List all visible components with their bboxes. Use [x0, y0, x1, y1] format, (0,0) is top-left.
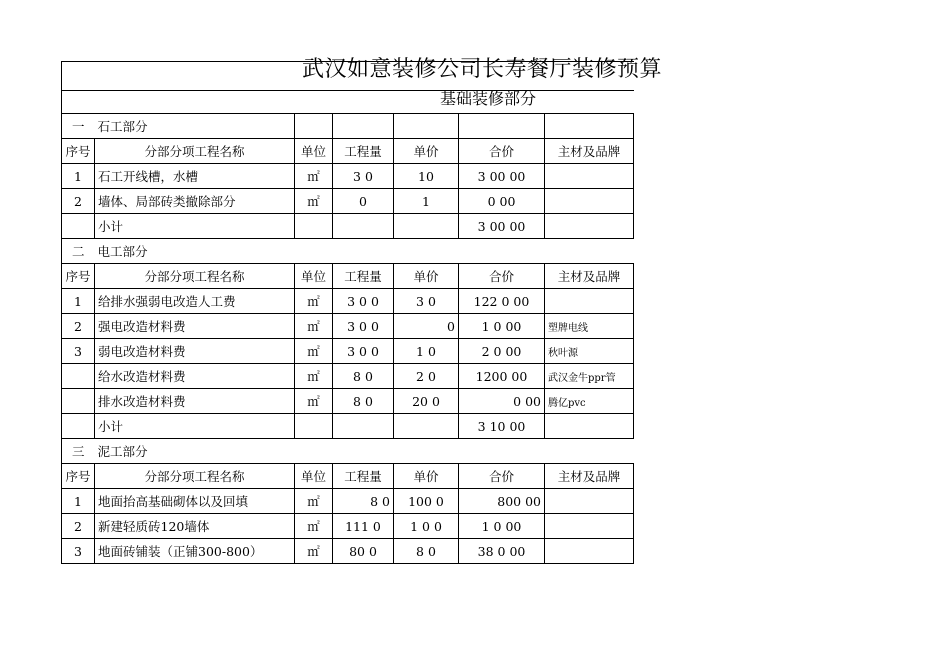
row-no: 2	[62, 514, 95, 539]
row-brand: 秋叶源	[545, 339, 634, 364]
row-price: 3 0	[394, 289, 459, 314]
subtotal-row	[62, 414, 634, 439]
row-total: 1 0 00	[459, 314, 545, 339]
row-total: 0 00	[459, 189, 545, 214]
row-qty: 3 0 0	[333, 314, 394, 339]
row-unit: ㎡	[295, 289, 333, 314]
subtotal-label: 小计	[95, 214, 295, 239]
row-name: 给水改造材料费	[95, 364, 295, 389]
header-total: 合价	[459, 464, 545, 489]
row-no: 3	[62, 539, 95, 564]
row-qty: 3 0	[333, 164, 394, 189]
section-number: 二	[62, 239, 95, 264]
page-title: 武汉如意装修公司长寿餐厅装修预算	[302, 57, 663, 82]
table-row	[62, 289, 634, 314]
header-brand: 主材及品牌	[545, 264, 634, 289]
row-name: 弱电改造材料费	[95, 339, 295, 364]
header-qty: 工程量	[333, 139, 394, 164]
table-header-row	[62, 139, 634, 164]
subtitle-frame	[61, 89, 62, 113]
row-price: 8 0	[394, 539, 459, 564]
table-header-row	[62, 464, 634, 489]
header-qty: 工程量	[333, 264, 394, 289]
header-total: 合价	[459, 139, 545, 164]
section-subtitle: 基础装修部分	[440, 89, 537, 108]
row-no	[62, 389, 95, 414]
section-name: 电工部分	[95, 239, 295, 264]
row-unit: ㎡	[295, 189, 333, 214]
row-total: 122 0 00	[459, 289, 545, 314]
row-total: 38 0 00	[459, 539, 545, 564]
section-header-row	[62, 439, 634, 464]
row-total: 1200 00	[459, 364, 545, 389]
budget-table	[61, 113, 634, 564]
header-unit: 单位	[295, 139, 333, 164]
row-brand: 武汉金牛ppr管	[545, 364, 634, 389]
section-number: 一	[62, 114, 95, 139]
header-unit: 单位	[295, 264, 333, 289]
row-name: 地面抬高基础砌体以及回填	[95, 489, 295, 514]
header-name: 分部分项工程名称	[95, 264, 295, 289]
row-unit: ㎡	[295, 514, 333, 539]
row-brand	[545, 539, 634, 564]
header-price: 单价	[394, 139, 459, 164]
row-name: 墙体、局部砖类撤除部分	[95, 189, 295, 214]
row-price: 20 0	[394, 389, 459, 414]
row-no: 1	[62, 289, 95, 314]
row-unit: ㎡	[295, 539, 333, 564]
row-brand	[545, 514, 634, 539]
row-qty: 3 0 0	[333, 289, 394, 314]
header-unit: 单位	[295, 464, 333, 489]
row-price: 0	[394, 314, 459, 339]
table-row	[62, 489, 634, 514]
row-name: 地面砖铺装（正铺300-800）	[95, 539, 295, 564]
table-header-row	[62, 264, 634, 289]
row-qty: 8 0	[333, 389, 394, 414]
row-name: 新建轻质砖120墙体	[95, 514, 295, 539]
row-price: 2 0	[394, 364, 459, 389]
row-no	[62, 364, 95, 389]
subtotal-row	[62, 214, 634, 239]
table-row	[62, 314, 634, 339]
row-price: 1 0	[394, 339, 459, 364]
row-no: 2	[62, 189, 95, 214]
row-brand	[545, 189, 634, 214]
table-row	[62, 364, 634, 389]
header-name: 分部分项工程名称	[95, 139, 295, 164]
section-name: 石工部分	[95, 114, 295, 139]
table-row	[62, 189, 634, 214]
row-qty: 0	[333, 189, 394, 214]
row-brand: 塑牌电线	[545, 314, 634, 339]
row-brand: 腾亿pvc	[545, 389, 634, 414]
header-brand: 主材及品牌	[545, 464, 634, 489]
table-row	[62, 164, 634, 189]
row-name: 给排水强弱电改造人工费	[95, 289, 295, 314]
header-no: 序号	[62, 464, 95, 489]
table-row	[62, 514, 634, 539]
section-number: 三	[62, 439, 95, 464]
row-no: 1	[62, 489, 95, 514]
header-price: 单价	[394, 264, 459, 289]
row-total: 2 0 00	[459, 339, 545, 364]
row-no: 1	[62, 164, 95, 189]
row-name: 强电改造材料费	[95, 314, 295, 339]
row-unit: ㎡	[295, 314, 333, 339]
section-name: 泥工部分	[95, 439, 295, 464]
header-no: 序号	[62, 139, 95, 164]
header-total: 合价	[459, 264, 545, 289]
header-no: 序号	[62, 264, 95, 289]
row-unit: ㎡	[295, 364, 333, 389]
row-price: 1 0 0	[394, 514, 459, 539]
row-brand	[545, 489, 634, 514]
row-price: 1	[394, 189, 459, 214]
row-total: 800 00	[459, 489, 545, 514]
title-frame	[61, 61, 634, 91]
row-qty: 8 0	[333, 489, 394, 514]
row-no: 2	[62, 314, 95, 339]
row-total: 1 0 00	[459, 514, 545, 539]
row-qty: 3 0 0	[333, 339, 394, 364]
subtotal-total: 3 00 00	[459, 214, 545, 239]
row-qty: 111 0	[333, 514, 394, 539]
header-qty: 工程量	[333, 464, 394, 489]
row-brand	[545, 164, 634, 189]
row-unit: ㎡	[295, 164, 333, 189]
row-unit: ㎡	[295, 339, 333, 364]
row-qty: 80 0	[333, 539, 394, 564]
row-unit: ㎡	[295, 389, 333, 414]
subtotal-total: 3 10 00	[459, 414, 545, 439]
row-total: 3 00 00	[459, 164, 545, 189]
row-brand	[545, 289, 634, 314]
row-qty: 8 0	[333, 364, 394, 389]
table-row	[62, 389, 634, 414]
section-header-row	[62, 114, 634, 139]
row-no: 3	[62, 339, 95, 364]
row-total: 0 00	[459, 389, 545, 414]
header-name: 分部分项工程名称	[95, 464, 295, 489]
row-price: 100 0	[394, 489, 459, 514]
header-price: 单价	[394, 464, 459, 489]
header-brand: 主材及品牌	[545, 139, 634, 164]
row-price: 10	[394, 164, 459, 189]
table-row	[62, 339, 634, 364]
row-name: 石工开线槽，水槽	[95, 164, 295, 189]
table-row	[62, 539, 634, 564]
row-unit: ㎡	[295, 489, 333, 514]
section-header-row	[62, 239, 634, 264]
subtotal-label: 小计	[95, 414, 295, 439]
row-name: 排水改造材料费	[95, 389, 295, 414]
